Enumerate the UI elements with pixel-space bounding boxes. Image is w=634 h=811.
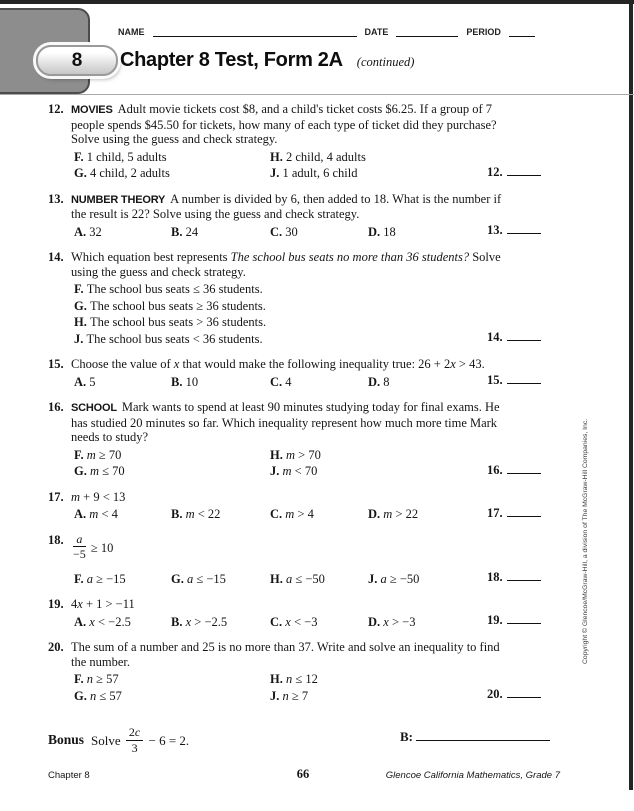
option-row [71, 224, 634, 241]
question-gutter [0, 400, 48, 480]
question-number: 14. [48, 250, 64, 264]
question-number: 18. [48, 532, 64, 547]
question-stem: The sum of a number and 25 is no more than 37. Write and solve an inequality to find the number. [71, 640, 500, 669]
copyright-sidebar-text: Copyright © Glencoe/McGraw-Hill, a division of The McGraw-Hill Companies, Inc. [582, 418, 589, 664]
option-G: G. a ≤ −15 [171, 571, 226, 586]
question-topic-label: SCHOOL [71, 402, 117, 414]
option-label: D. [368, 224, 384, 239]
option-label: F. [74, 447, 87, 462]
option-label: A. [74, 374, 90, 389]
option-label: A. [74, 614, 90, 629]
period-blank-line [509, 27, 535, 37]
option-H: H. a ≤ −50 [270, 571, 325, 586]
name-blank-line [153, 27, 357, 37]
question-topic-label: MOVIES [71, 104, 113, 116]
answer-slot-label: 12. [487, 164, 503, 179]
option-row [71, 447, 634, 464]
option-A: A. x < −2.5 [74, 614, 131, 629]
answer-blank-line [507, 514, 541, 517]
question-body [71, 192, 634, 241]
question-body [71, 102, 634, 182]
answer-options [71, 671, 634, 704]
period-label: PERIOD [466, 27, 501, 37]
option-label: G. [74, 464, 90, 478]
question-stem: Which equation best represents The school bus seats no more than 36 students? Solve using the guess and check strategy. [71, 250, 501, 279]
question-20 [0, 640, 634, 704]
name-label: NAME [118, 27, 145, 37]
option-J: J. m < 70 [270, 464, 318, 478]
fraction: $\frac{a}{-5}$ [73, 531, 86, 562]
answer-slot [487, 570, 541, 585]
option-label: D. [368, 614, 384, 629]
answer-blank-line [507, 173, 541, 176]
option-label: G. [74, 166, 90, 180]
option-B: B. 10 [171, 374, 199, 389]
option-label: G. [74, 298, 90, 313]
option-label: G. [74, 688, 90, 703]
option-J: J. The school bus seats < 36 students. [74, 331, 263, 346]
header-divider [0, 94, 634, 95]
option-label: J. [270, 688, 283, 703]
footer-page-number: 66 [296, 767, 310, 781]
option-J: J. a ≥ −50 [368, 571, 420, 586]
option-H: H. 2 child, 4 adults [270, 149, 366, 164]
question-gutter [0, 490, 48, 523]
question-stem: SCHOOL Mark wants to spend at least 90 minutes studying today for final exams. He has studied 20 minutes so far. Which inequality represent how much more time Mark needs to study? [71, 400, 500, 444]
option-label: F. [74, 282, 87, 296]
option-label: A. [74, 507, 90, 521]
option-label: A. [74, 224, 90, 239]
question-stem: MOVIES Adult movie tickets cost $8, and a child's ticket costs $6.25. If a group of 7 people spends $45.50 for tickets, how many of each type of ticket did they purchase? Solve using the guess and check strategy. [71, 102, 497, 146]
page-top-border [0, 0, 634, 4]
option-A: A. 5 [74, 374, 96, 389]
option-label: B. [171, 374, 186, 389]
option-label: D. [368, 507, 384, 521]
answer-options [71, 149, 634, 182]
question-number: 19. [48, 597, 64, 612]
question-gutter [0, 533, 48, 588]
option-row [71, 298, 634, 315]
answer-options [71, 447, 634, 480]
option-row [71, 506, 634, 523]
question-stem: 4x + 1 > −11 [71, 597, 135, 612]
chapter-number-badge [36, 45, 118, 76]
option-F: F. 1 child, 5 adults [74, 149, 167, 164]
answer-options [71, 281, 634, 347]
option-J: J. 1 adult, 6 child [270, 166, 358, 180]
answer-blank-line [507, 231, 541, 234]
answer-slot [487, 613, 541, 628]
option-C: C. m > 4 [270, 507, 314, 521]
answer-slot-label: 19. [487, 613, 503, 628]
question-number: 13. [48, 191, 64, 206]
question-gutter [0, 640, 48, 704]
question-body [71, 597, 634, 630]
question-17 [0, 490, 634, 523]
footer-chapter: Chapter 8 [48, 770, 90, 781]
option-H: H. n ≤ 12 [270, 672, 318, 687]
answer-slot-label: 14. [487, 330, 503, 344]
option-label: C. [270, 374, 286, 389]
answer-slot-label: 20. [487, 687, 503, 702]
option-C: C. 4 [270, 374, 292, 389]
option-label: F. [74, 672, 87, 687]
option-row [71, 314, 634, 331]
answer-blank-line [507, 338, 541, 341]
question-number: 20. [48, 640, 64, 655]
question-gutter [0, 192, 48, 241]
option-G: G. 4 child, 2 adults [74, 166, 170, 180]
option-B: B. m < 22 [171, 507, 221, 521]
page-subtitle: (continued) [356, 55, 415, 69]
option-label: C. [270, 224, 286, 239]
question-gutter [0, 250, 48, 347]
option-G: G. m ≤ 70 [74, 464, 125, 478]
date-label: DATE [364, 27, 389, 37]
option-A: A. 32 [74, 224, 102, 239]
option-row [71, 281, 634, 298]
option-F: F. m ≥ 70 [74, 447, 122, 462]
option-D: D. 8 [368, 374, 390, 389]
option-A: A. m < 4 [74, 507, 118, 521]
question-gutter [0, 102, 48, 182]
question-body [71, 400, 634, 480]
option-label: J. [270, 166, 283, 180]
option-G: G. The school bus seats ≥ 36 students. [74, 298, 266, 313]
option-G: G. n ≤ 57 [74, 688, 122, 703]
option-D: D. m > 22 [368, 507, 419, 521]
answer-slot-label: 17. [487, 505, 503, 520]
date-blank-line [396, 27, 458, 37]
option-label: F. [74, 571, 87, 586]
question-16 [0, 400, 634, 480]
bonus-expression: Solve $\frac{2c}{3}$ − 6 = 2. [91, 725, 190, 755]
question-body [71, 533, 634, 588]
option-label: G. [171, 571, 187, 586]
question-12 [0, 102, 634, 182]
question-19 [0, 597, 634, 630]
option-label: B. [171, 614, 186, 629]
bonus-question [48, 726, 189, 754]
question-gutter [0, 597, 48, 630]
question-number: 12. [48, 102, 64, 116]
question-stem: NUMBER THEORY A number is divided by 6, then added to 18. What is the number if the result is 22? Solve using the guess and check strategy. [71, 191, 502, 221]
option-row [71, 688, 634, 705]
question-number: 15. [48, 357, 64, 371]
answer-slot [487, 330, 541, 345]
answer-slot [487, 223, 541, 238]
question-13 [0, 192, 634, 241]
footer-book-title: Glencoe California Mathematics, Grade 7 [385, 770, 560, 781]
question-15 [0, 357, 634, 390]
option-label: H. [270, 672, 286, 687]
title-row [120, 49, 414, 72]
option-row [71, 165, 634, 182]
question-stem: m + 9 < 13 [71, 489, 126, 504]
student-info-row [118, 27, 535, 37]
question-stem: Choose the value of x that would make the following inequality true: 26 + 2x > 43. [71, 357, 485, 371]
questions-list [0, 102, 634, 714]
question-body [71, 250, 634, 347]
option-label: B. [171, 507, 186, 521]
bonus-label: Bonus [48, 732, 85, 748]
question-18 [0, 533, 634, 588]
answer-slot-label: 18. [487, 570, 503, 585]
option-row [71, 614, 634, 631]
option-H: H. m > 70 [270, 447, 321, 462]
option-F: F. The school bus seats ≤ 36 students. [74, 282, 263, 296]
answer-slot [487, 463, 541, 478]
fraction: $\frac{2c}{3}$ [126, 726, 143, 754]
answer-options [71, 374, 634, 391]
question-number: 17. [48, 489, 64, 504]
question-number: 16. [48, 400, 64, 414]
answer-options [71, 506, 634, 523]
option-label: H. [270, 149, 286, 164]
option-F: F. a ≥ −15 [74, 571, 126, 586]
answer-options [71, 614, 634, 631]
option-label: J. [368, 571, 381, 586]
option-B: B. 24 [171, 224, 199, 239]
answer-options [71, 571, 634, 588]
answer-blank-line [507, 381, 541, 384]
question-body [71, 490, 634, 523]
bonus-answer-slot [400, 729, 550, 745]
option-label: C. [270, 614, 286, 629]
option-D: D. x > −3 [368, 614, 416, 629]
option-row [71, 374, 634, 391]
option-label: F. [74, 149, 87, 164]
page-title: Chapter 8 Test, Form 2A [120, 49, 343, 71]
option-F: F. n ≥ 57 [74, 672, 119, 687]
answer-blank-line [507, 621, 541, 624]
option-C: C. x < −3 [270, 614, 318, 629]
option-label: J. [74, 331, 87, 346]
question-14 [0, 250, 634, 347]
answer-blank-line [507, 471, 541, 474]
option-row [71, 571, 634, 588]
question-stem: $\frac{a}{-5}$ ≥ 10 [73, 531, 114, 562]
bonus-answer-label: B: [400, 729, 413, 744]
answer-blank-line [507, 695, 541, 698]
option-label: J. [270, 464, 283, 478]
option-row [71, 331, 634, 348]
question-topic-label: NUMBER THEORY [71, 193, 166, 206]
option-D: D. 18 [368, 224, 396, 239]
answer-slot-label: 15. [487, 373, 503, 387]
answer-slot [487, 687, 541, 702]
answer-slot [487, 165, 541, 180]
question-body [71, 640, 634, 704]
option-B: B. x > −2.5 [171, 614, 228, 629]
chapter-number: 8 [71, 49, 83, 71]
option-H: H. The school bus seats > 36 students. [74, 315, 267, 329]
answer-slot [487, 506, 541, 521]
option-label: B. [171, 224, 186, 239]
question-gutter [0, 357, 48, 390]
option-label: C. [270, 507, 286, 521]
bonus-answer-blank [416, 738, 550, 741]
option-label: H. [270, 571, 286, 586]
question-body [71, 357, 634, 390]
option-label: D. [368, 374, 384, 389]
option-C: C. 30 [270, 224, 298, 239]
answer-options [71, 224, 634, 241]
option-row [71, 671, 634, 688]
option-row [71, 463, 634, 480]
answer-slot-label: 16. [487, 462, 503, 477]
option-label: H. [74, 315, 90, 329]
answer-blank-line [507, 578, 541, 581]
answer-slot [487, 373, 541, 388]
answer-slot-label: 13. [487, 223, 503, 237]
option-label: H. [270, 447, 286, 462]
option-J: J. n ≥ 7 [270, 688, 309, 703]
option-row [71, 149, 634, 166]
